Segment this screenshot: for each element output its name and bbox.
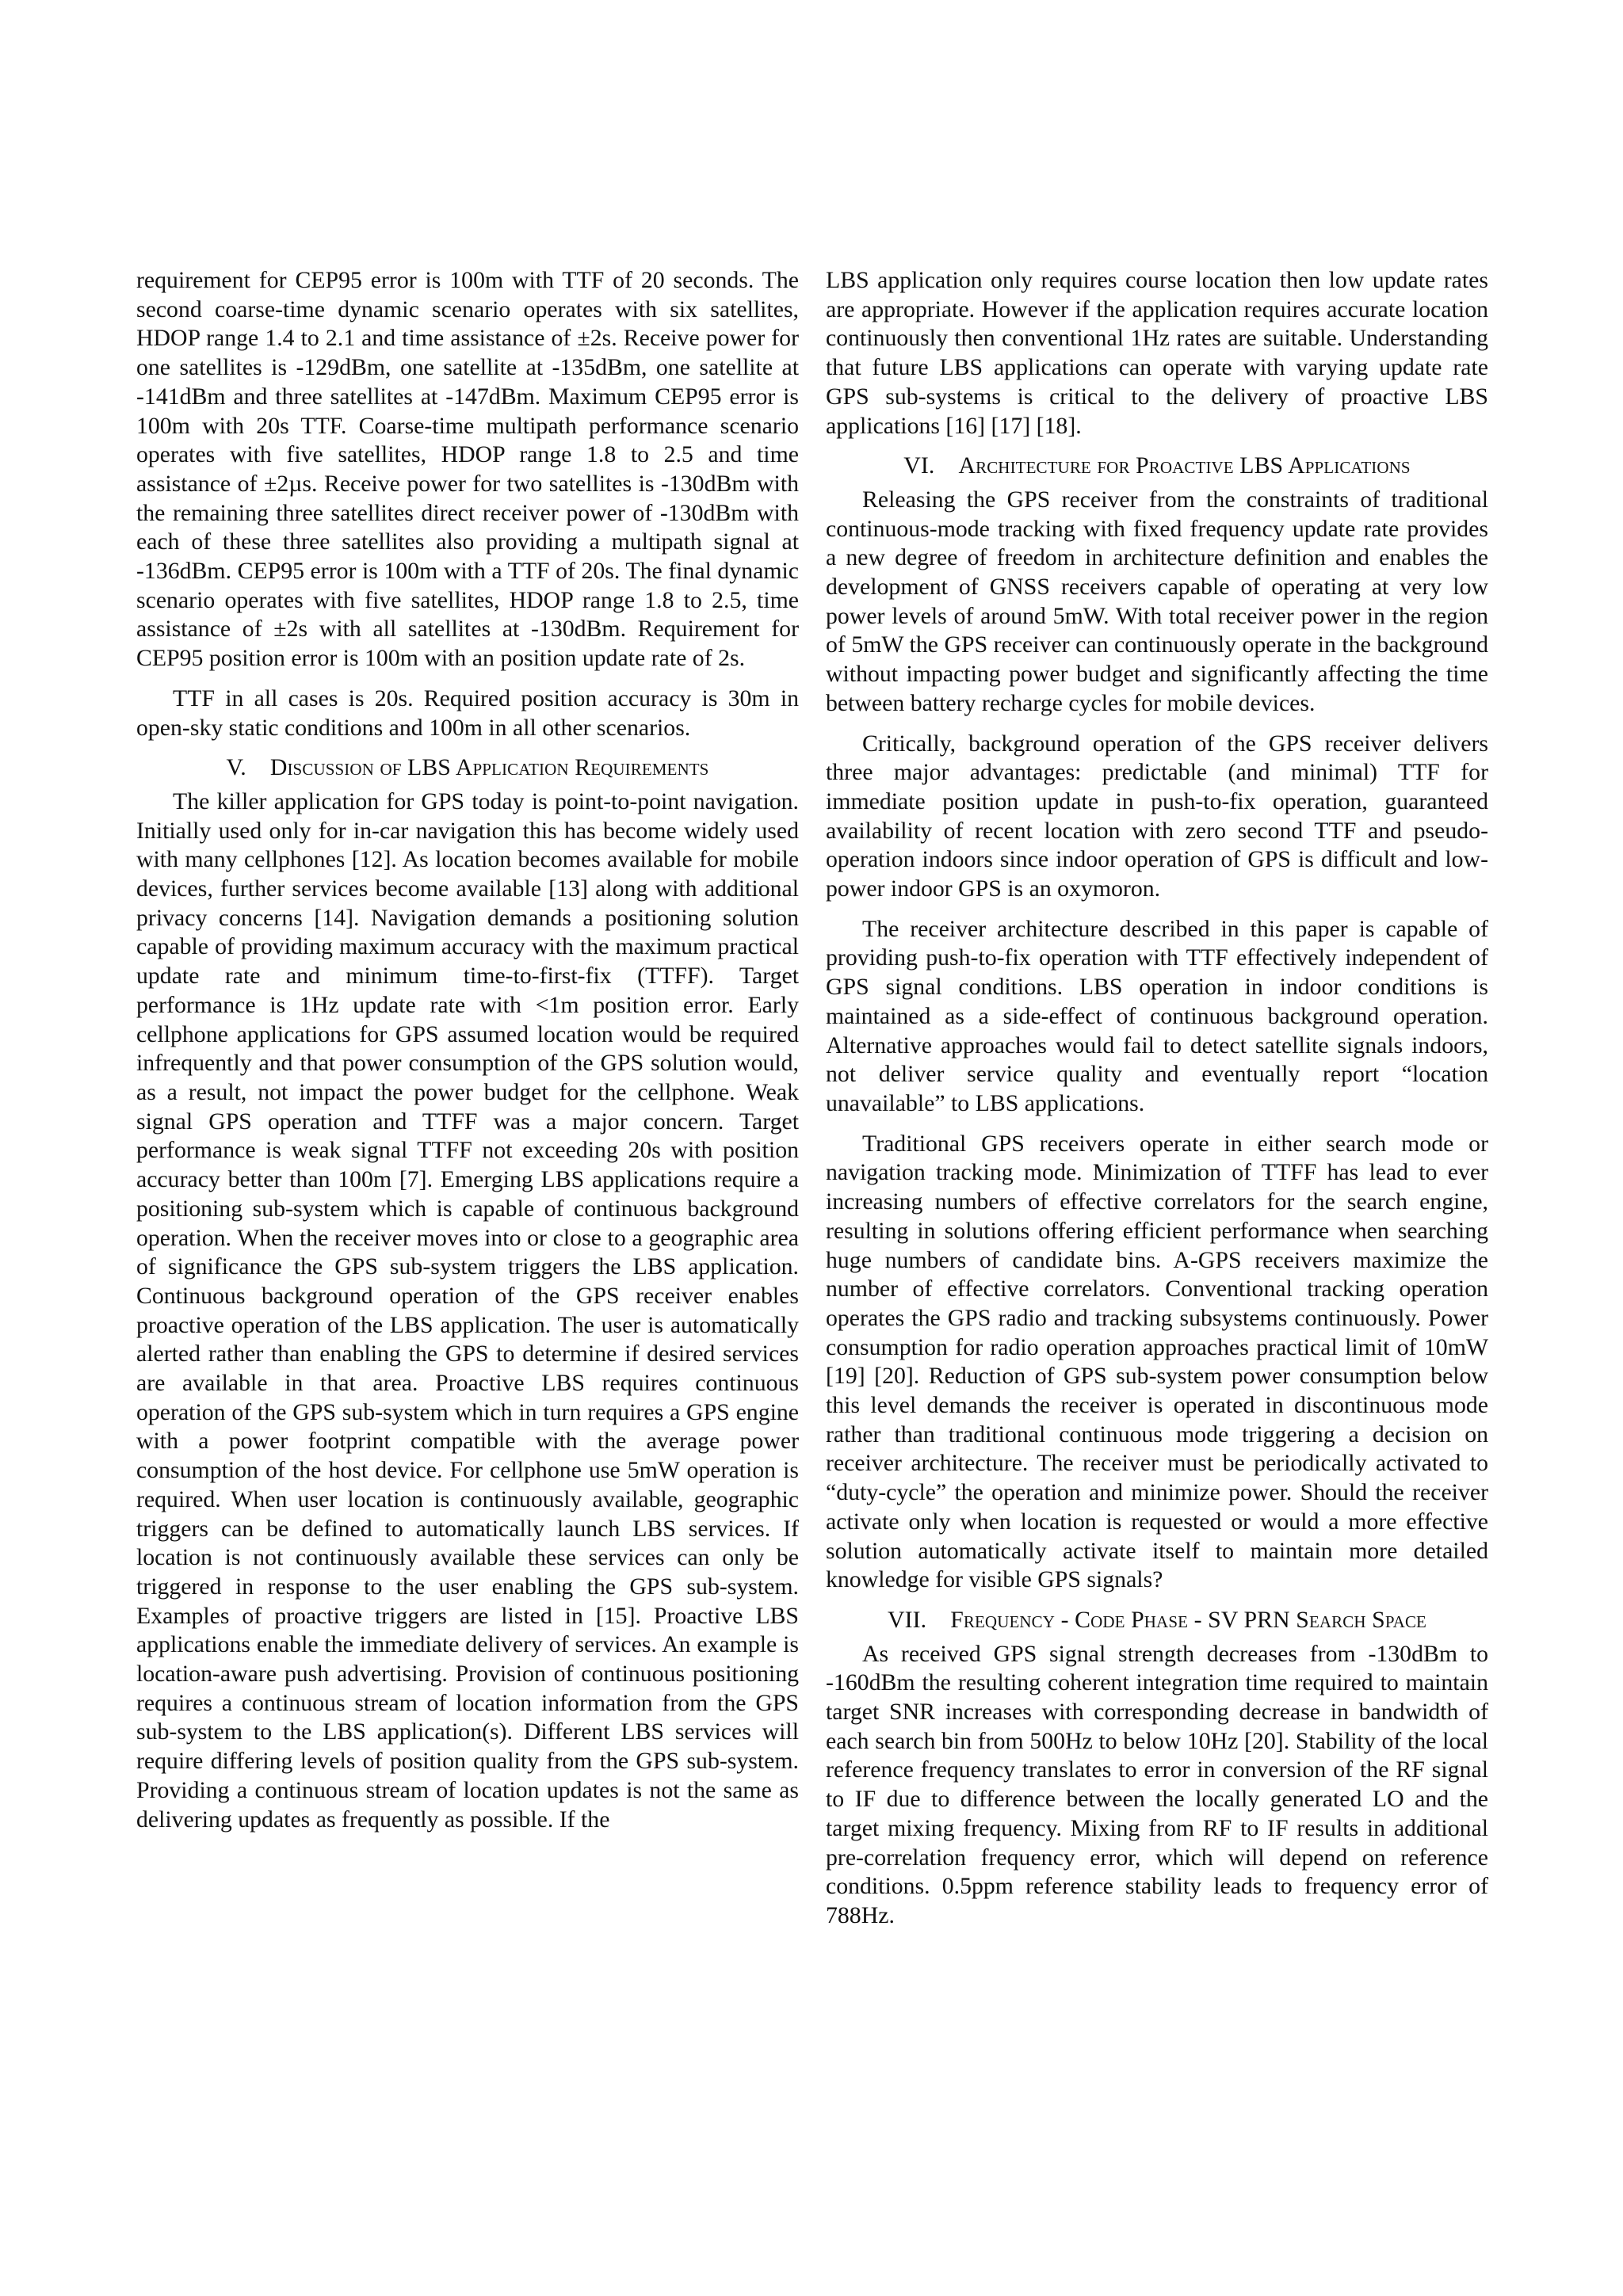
section-title: Discussion of LBS Application Requirements — [269, 754, 709, 781]
section-heading — [826, 1606, 1488, 1635]
section-number: V. — [226, 754, 246, 781]
right-column — [826, 266, 1488, 1931]
paragraph: The killer application for GPS today is point-to-point navigation. Initially used only for in-car navigation this has become widely used with many cellphones [12]. As location becomes available for mobile devices, further services become available [13] along with additional privacy concerns [14]. Navigation demands a positioning solution capable of providing maximum accuracy with the maximum practical update rate and minimum time-to-first-fix (TTFF). Target performance is 1Hz update rate with <1m position error. Early cellphone applications for GPS assumed location would be required infrequently and that power consumption of the GPS solution would, as a result, not impact the power budget for the cellphone. Weak signal GPS operation and TTFF was a major concern. Target performance is weak signal TTFF not exceeding 20s with position accuracy better than 100m [7]. Emerging LBS applications require a positioning sub-system which is capable of continuous background operation. When the receiver moves into or close to a geographic area of significance the GPS sub-system triggers the LBS application. Continuous background operation of the GPS receiver enables proactive operation of the LBS application. The user is automatically alerted rather than enabling the GPS to determine if desired services are available in that area. Proactive LBS requires continuous operation of the GPS sub-system which in turn requires a GPS engine with a power footprint compatible with the average power consumption of the host device. For cellphone use 5mW operation is required. When user location is continuously available, geographic triggers can be defined to automatically launch LBS services. If location is not continuously available these services can only be triggered in response to the user enabling the GPS sub-system. Examples of proactive triggers are listed in [15]. Proactive LBS applications enable the immediate delivery of services. An example is location-aware push advertising. Provision of continuous positioning requires a continuous stream of location information from the GPS sub-system to the LBS application(s). Different LBS services will require differing levels of position quality from the GPS sub-system. Providing a continuous stream of location updates is not the same as delivering updates as frequently as possible. If the — [136, 788, 799, 1833]
left-column — [136, 266, 799, 1834]
paragraph: Releasing the GPS receiver from the constraints of traditional continuous-mode tracking with fixed frequency update rate provides a new degree of freedom in architecture definition and enables the development of GNSS receivers capable of operating at very low power levels of around 5mW. With total receiver power in the region of 5mW the GPS receiver can continuously operate in the background without impacting power budget and significantly affecting the time between battery recharge cycles for mobile devices. — [826, 486, 1488, 716]
section-number: VII. — [888, 1606, 927, 1633]
paragraph: LBS application only requires course location then low update rates are appropriate. However if the application requires accurate location continuously then conventional 1Hz rates are suitable. Understanding that future LBS applications can operate with varying update rate GPS sub-systems is critical to the delivery of proactive LBS applications [16] [17] [18]. — [826, 267, 1488, 439]
section-title: Architecture for Proactive LBS Applications — [958, 452, 1411, 479]
section-heading — [136, 753, 799, 783]
paragraph: Traditional GPS receivers operate in either search mode or navigation tracking mode. Minimization of TTFF has lead to ever increasing numbers of effective correlators for the search engine, resulting in solutions offering efficient performance when searching huge numbers of candidate bins. A-GPS receivers maximize the number of effective correlators. Conventional tracking operation operates the GPS radio and tracking subsystems continuously. Power consumption for radio operation approaches practical limit of 10mW [19] [20]. Reduction of GPS sub-system power consumption below this level demands the receiver is operated in discontinuous mode rather than traditional continuous mode triggering a decision on receiver architecture. The receiver must be periodically activated to “duty-cycle” the operation and minimize power. Should the receiver activate only when location is requested or would a more effective solution automatically activate itself to maintain more detailed knowledge for visible GPS signals? — [826, 1130, 1488, 1593]
section-heading — [826, 452, 1488, 481]
paragraph: As received GPS signal strength decreases from -130dBm to -160dBm the resulting coherent integration time required to maintain target SNR increases with corresponding decrease in bandwidth of each search bin from 500Hz to below 10Hz [20]. Stability of the local reference frequency translates to error in conversion of the RF signal to IF due to difference between the locally generated LO and the target mixing frequency. Mixing from RF to IF results in additional pre-correlation frequency error, which will depend on reference conditions. 0.5ppm reference stability leads to frequency error of 788Hz. — [826, 1640, 1488, 1928]
section-title: Frequency - Code Phase - SV PRN Search Space — [950, 1606, 1426, 1633]
section-number: VI. — [903, 452, 935, 479]
paragraph: Critically, background operation of the GPS receiver delivers three major advantages: predictable (and minimal) TTF for immediate position update in push-to-fix operation, guaranteed availability of recent location with zero second TTF and pseudo-operation indoors since indoor operation of GPS is difficult and low-power indoor GPS is an oxymoron. — [826, 730, 1488, 902]
paragraph: The receiver architecture described in this paper is capable of providing push-to-fix operation with TTF effectively independent of GPS signal conditions. LBS operation in indoor conditions is maintained as a side-effect of continuous background operation. Alternative approaches would fail to detect satellite signals indoors, not deliver service quality and eventually report “location unavailable” to LBS applications. — [826, 915, 1488, 1116]
paragraph: TTF in all cases is 20s. Required position accuracy is 30m in open-sky static conditions and 100m in all other scenarios. — [136, 685, 799, 741]
paragraph: requirement for CEP95 error is 100m with TTF of 20 seconds. The second coarse-time dynamic scenario operates with six satellites, HDOP range 1.4 to 2.1 and time assistance of ±2s. Receive power for one satellites is -129dBm, one satellite at -135dBm, one satellite at -141dBm and three satellites at -147dBm. Maximum CEP95 error is 100m with 20s TTF. Coarse-time multipath performance scenario operates with five satellites, HDOP range 1.8 to 2.5 and time assistance of ±2µs. Receive power for two satellites is -130dBm with the remaining three satellites direct receiver power of -130dBm with each of these three satellites also providing a multipath signal at -136dBm. CEP95 error is 100m with a TTF of 20s. The final dynamic scenario operates with five satellites, HDOP range 1.8 to 2.5, time assistance of ±2s with all satellites at -130dBm. Requirement for CEP95 position error is 100m with an position update rate of 2s. — [136, 267, 799, 672]
